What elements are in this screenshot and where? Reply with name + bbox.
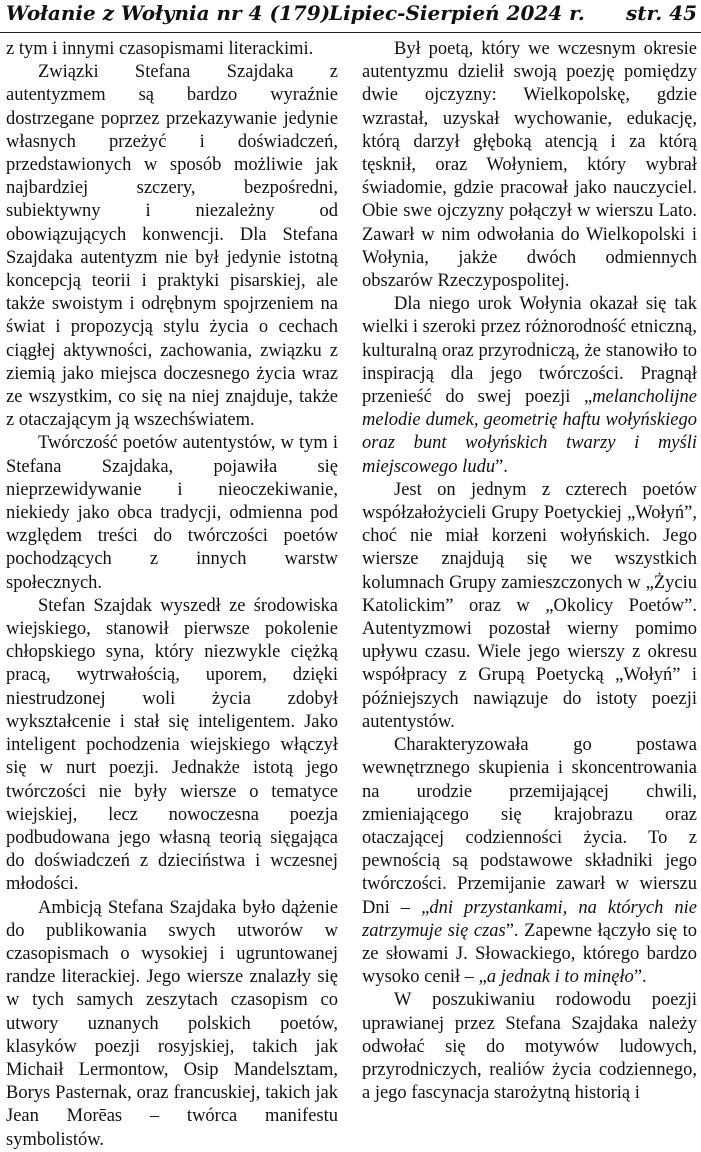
paragraph: Twórczość poetów autentystów, w tym i Stefana Szajdaka, pojawiła się nieprzewidywanie i nieoczekiwanie, niekiedy jako obca tradycji, odmienna pod względem treści do twórczości poetów pochodzących z innych warstw społecznych. — [6, 433, 338, 593]
right-column — [362, 38, 697, 1104]
paragraph — [362, 293, 697, 479]
paragraph: W poszukiwaniu rodowodu poezji uprawianej przez Stefana Szajdaka należy odwołać się do motywów ludowych, przyrodniczych, realiów życia codziennego, a jego fascynacja starożytną historią i — [362, 990, 697, 1104]
quotation: melancholijne melodie dumek, geometrię haftu wołyńskiego oraz bunt wołyńskich twarzy i myśli miejscowego ludu — [362, 387, 697, 477]
quotation: a jednak i to minęło — [486, 967, 634, 988]
paragraph: Był poetą, który we wczesnym okresie autentyzmu dzielił swoją poezję pomiędzy dwie ojczyzny: Wielkopolskę, gdzie wzrastał, uzyskał wychowanie, edukację, którą darzył głęboką atencją i za którą tęsknił, oraz Wołyniem, który wybrał świadomie, gdzie pracował jako nauczyciel. Obie swe ojczyzny połączył w wierszu Lato. Zawarł w nim odwołania do Wielkopolski i Wołynia, jakże dwóch odmiennych obszarów Rzeczypospolitej. — [362, 39, 697, 292]
header-divider — [0, 32, 701, 33]
journal-title: Wołanie z Wołynia nr 4 (179) — [6, 1, 331, 25]
paragraph: z tym i innymi czasopismami literackimi. — [6, 39, 314, 59]
left-column — [6, 38, 338, 1150]
quotation: dni przystankami, na których nie zatrzymuje się czas — [362, 897, 697, 941]
paragraph: Stefan Szajdak wyszedł ze środowiska wiejskiego, stanowił pierwsze pokolenie chłopskiego syna, który niezwykle ciężką pracą, wytrwałością, uporem, dzięki niestrudzonej woli życia zdobył wykształcenie i stał się inteligentem. Jako inteligent pochodzenia wiejskiego włączył się w nurt poezji. Jednakże istotą jego twórczości nie były wiersze o tematyce wiejskiej, lecz nowoczesna poezja podbudowana jego własną teorią sięgająca do doświadczeń z dzieciństwa i wczesnej młodości. — [6, 595, 338, 895]
paragraph-text: Dla niego urok Wołynia okazał się tak wielki i szeroki przez różnorodność etniczną, kulturalną oraz przyrodniczą, że stanowiło to inspiracją dla jego twórczości. Pragnął przenieść do swej poezji „ — [362, 294, 697, 408]
paragraph: Jest on jednym z czterech poetów współzałożycieli Grupy Poetyckiej „Wołyń”, choć nie miał korzeni wołyńskich. Jego wiersze znajdują się we wszystkich kolumnach Grupy zamieszczonych w „Życiu Katolickim” oraz w „Okolicy Poetów”. Autentyzmowi pozostał wierny pomimo upływu czasu. Wiele jego wierszy z okresu współpracy z Grupą Poetycką „Wołyń” i późniejszych nawiązuje do istoty poezji autentystów. — [362, 479, 697, 732]
paragraph: Związki Stefana Szajdaka z autentyzmem są bardzo wyraźnie dostrzegane poprzez przekazywanie jedynie własnych przeżyć i doświadczeń, przedstawionych w sposób możliwie jak najbardziej szczery, bezpośredni, subiektywny i niezależny od obowiązujących konwencji. Dla Stefana Szajdaka autentyzm nie był jedynie istotną koncepcją teorii i praktyki pisarskiej, ale także swoistym i odrębnym spojrzeniem na świat i propozycją stylu życia o cechach ciągłej aktywności, zachowania, związku z ziemią jako miejsca doczesnego życia wraz ze wszystkim, co się na niej znajduje, także z otaczającym ją wszechświatem. — [6, 62, 338, 431]
page-number: str. 45 — [626, 1, 697, 25]
paragraph: Ambicją Stefana Szajdaka było dążenie do publikowania swych utworów w czasopismach o wysokiej i ugruntowanej randze literackiej. Jego wiersze znalazły się w tych samych zeszytach czasopism co utwory uznanych polskich poetów, klasyków poezji rosyjskiej, takich jak Michaił Lermontow, Osip Mandelsztam, Borys Pasternak, oraz francuskiej, takich jak Jean Morēas – twórca manifestu symbolistów. — [6, 897, 338, 1150]
paragraph — [362, 734, 697, 989]
paragraph-text: Charakteryzowała go postawa wewnętrznego skupienia i skoncentrowania na urodzie przemijającej chwili, zmieniającego się krajobrazu oraz otaczającej codzienności życia. To z pewnością są podstawowe składniki jego twórczości. Przemijanie zawarł w wierszu Dni – „ — [362, 735, 697, 918]
paragraph-text: ”. — [633, 967, 647, 988]
issue-date: Lipiec-Sierpień 2024 r. — [329, 1, 585, 25]
paragraph-text: ”. — [495, 456, 508, 477]
paragraph-text: ”. Zapewne łączyło się to ze słowami J. Słowackiego, którego bardzo wysoko cenił – „ — [362, 920, 697, 988]
page-header — [6, 0, 697, 27]
